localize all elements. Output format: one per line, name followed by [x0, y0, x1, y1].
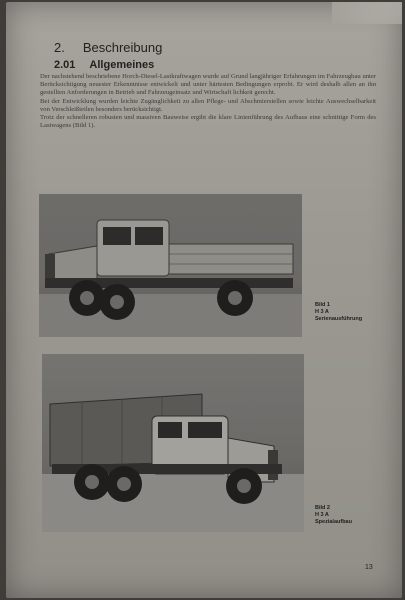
- section-heading: [54, 40, 162, 55]
- figure-caption: [315, 505, 352, 526]
- figure-description: Spezialaufbau: [315, 519, 352, 525]
- truck-illustration: [39, 194, 302, 337]
- figure-model: H 3 A: [315, 512, 329, 518]
- subsection-heading: [54, 59, 154, 71]
- paragraph: Trotz der schnelleren robusten und massiven Bauweise ergibt die klare Linienführung des Aufbaus eine schnittige Form des Lastwagens (Bild 1).: [40, 114, 376, 130]
- section-number: 2.: [54, 40, 65, 55]
- page-fold: [332, 2, 402, 24]
- photo-covered-truck: [42, 354, 304, 532]
- figure-caption: [315, 302, 362, 323]
- figure-model: H 3 A: [315, 309, 329, 315]
- photo-flatbed-truck: [39, 194, 302, 337]
- figure-label: Bild 2: [315, 505, 330, 511]
- truck-illustration: [42, 354, 304, 532]
- document-page: [6, 2, 402, 598]
- subsection-title: Allgemeines: [89, 59, 155, 71]
- paragraph: Bei der Entwicklung wurden leichte Zugänglichkeit zu allen Pflege- und Abschmierstellen sowie leichte Auswechselbarkeit von Verschleißteilen besonders berücksichtigt.: [40, 97, 376, 113]
- figure-description: Serienausführung: [315, 316, 363, 322]
- section-title: Beschreibung: [82, 40, 163, 55]
- figure-label: Bild 1: [315, 302, 330, 308]
- subsection-number: 2.01: [54, 59, 76, 71]
- paragraph: Der nachstehend beschriebene Horch-Diesel-Lastkraftwagen wurde auf Grund langjähriger Erfahrungen im Fahrzeugbau unter Berücksichtigung neuester Erkenntnisse entwickelt und unter härtesten Bedingungen erprobt. Er wird deshalb allen an ihn gestellten Anforderungen in Betrieb und Fahrzeugeinsatz und Wirtschaft lichkeit gerecht.: [40, 73, 376, 97]
- body-text: [40, 73, 376, 130]
- page-number: 13: [365, 564, 373, 571]
